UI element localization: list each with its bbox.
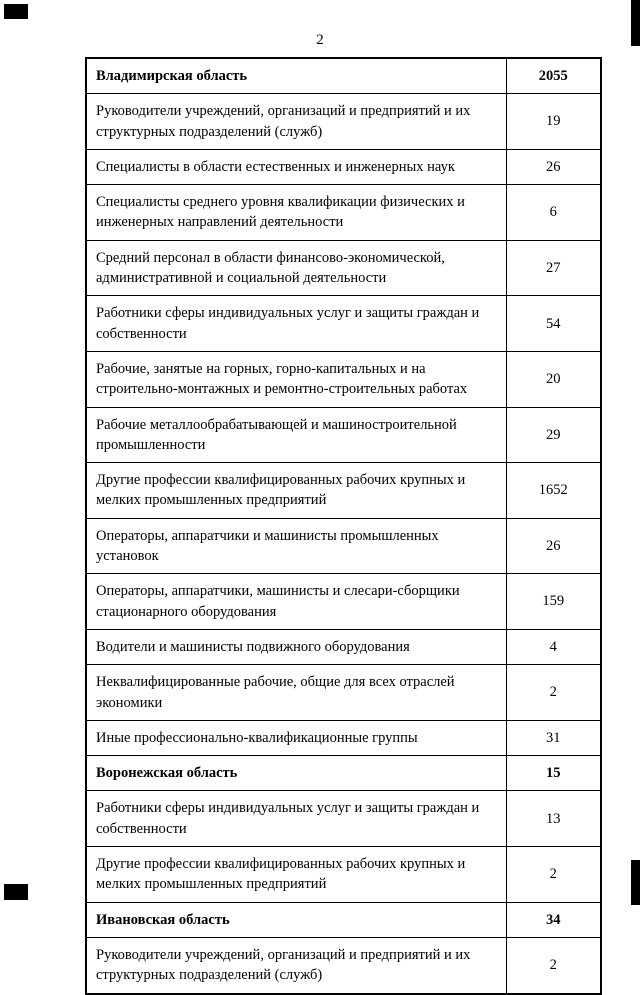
scan-artifact-bottom-left [4,884,28,900]
table-row [86,791,601,847]
row-label-cell: Рабочие, занятые на горных, горно-капитальных и на строительно-монтажных и ремонтно-строительных работах [86,351,506,407]
scan-artifact-top-left [4,4,28,19]
table-row [86,629,601,664]
row-value-cell: 29 [506,407,601,463]
table-row [86,296,601,352]
statistics-table-body [86,58,601,994]
statistics-table [85,57,602,995]
table-row [86,518,601,574]
table-row [86,58,601,94]
row-value-cell: 159 [506,574,601,630]
table-row [86,240,601,296]
row-value-cell: 2055 [506,58,601,94]
table-row [86,407,601,463]
row-value-cell: 6 [506,185,601,241]
row-value-cell: 26 [506,518,601,574]
row-label-cell: Владимирская область [86,58,506,94]
row-label-cell: Работники сферы индивидуальных услуг и защиты граждан и собственности [86,791,506,847]
row-label-cell: Водители и машинисты подвижного оборудования [86,629,506,664]
row-label-cell: Специалисты среднего уровня квалификации физических и инженерных направлений деятельности [86,185,506,241]
table-row [86,149,601,184]
table-row [86,847,601,903]
row-value-cell: 2 [506,937,601,993]
table-row [86,665,601,721]
row-value-cell: 2 [506,847,601,903]
row-label-cell: Воронежская область [86,756,506,791]
row-label-cell: Иные профессионально-квалификационные группы [86,720,506,755]
row-value-cell: 4 [506,629,601,664]
row-label-cell: Операторы, аппаратчики, машинисты и слесари-сборщики стационарного оборудования [86,574,506,630]
row-label-cell: Специалисты в области естественных и инженерных наук [86,149,506,184]
table-row [86,185,601,241]
row-label-cell: Операторы, аппаратчики и машинисты промышленных установок [86,518,506,574]
row-value-cell: 1652 [506,463,601,519]
row-value-cell: 19 [506,94,601,150]
row-value-cell: 13 [506,791,601,847]
row-label-cell: Неквалифицированные рабочие, общие для всех отраслей экономики [86,665,506,721]
row-label-cell: Другие профессии квалифицированных рабочих крупных и мелких промышленных предприятий [86,847,506,903]
table-row [86,720,601,755]
row-value-cell: 20 [506,351,601,407]
table-row [86,937,601,993]
page-number: 2 [316,32,324,48]
row-value-cell: 54 [506,296,601,352]
row-label-cell: Руководители учреждений, организаций и предприятий и их структурных подразделений (служб) [86,94,506,150]
table-row [86,902,601,937]
row-label-cell: Ивановская область [86,902,506,937]
row-value-cell: 31 [506,720,601,755]
scan-artifact-bottom-right [631,860,640,905]
table-row [86,351,601,407]
row-label-cell: Рабочие металлообрабатывающей и машиностроительной промышленности [86,407,506,463]
table-row [86,574,601,630]
table-row [86,463,601,519]
row-value-cell: 34 [506,902,601,937]
row-label-cell: Работники сферы индивидуальных услуг и защиты граждан и собственности [86,296,506,352]
row-value-cell: 26 [506,149,601,184]
row-label-cell: Другие профессии квалифицированных рабочих крупных и мелких промышленных предприятий [86,463,506,519]
row-value-cell: 27 [506,240,601,296]
row-value-cell: 2 [506,665,601,721]
row-value-cell: 15 [506,756,601,791]
row-label-cell: Руководители учреждений, организаций и предприятий и их структурных подразделений (служб) [86,937,506,993]
table-row [86,756,601,791]
row-label-cell: Средний персонал в области финансово-экономической, административной и социальной деятельности [86,240,506,296]
table-row [86,94,601,150]
